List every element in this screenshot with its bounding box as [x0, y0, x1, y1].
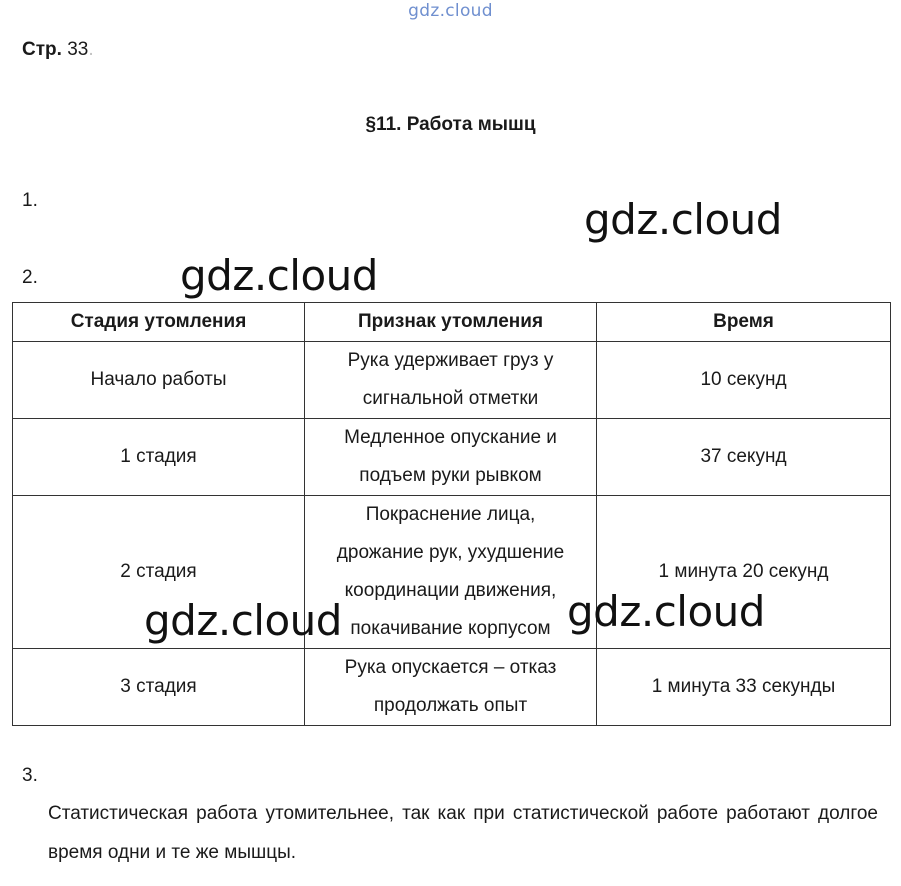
sign-line: Медленное опускание и: [344, 427, 557, 448]
question-3-number: 3.: [22, 765, 38, 786]
watermark-1: gdz.cloud: [584, 195, 782, 244]
watermark-3: gdz.cloud: [144, 596, 342, 645]
sign-line: подъем руки рывком: [359, 465, 542, 486]
header-stage: Стадия утомления: [13, 303, 305, 342]
row-time: 1 минута 33 секунды: [597, 649, 891, 726]
answer-3-text: Статистическая работа утомительнее, так как при статистической работе работают долгое время одни и те же мышцы.: [48, 803, 878, 863]
row-time: 10 секунд: [597, 342, 891, 419]
table-row: [13, 342, 891, 419]
row-time: 1 минута 20 секунд: [597, 496, 891, 649]
row-time: 37 секунд: [597, 419, 891, 496]
sign-line: Рука удерживает груз у: [347, 350, 554, 371]
page-value: 33: [67, 39, 89, 60]
section-title: §11. Работа мышц: [365, 114, 536, 135]
page-dot: .: [88, 39, 94, 60]
sign-line: дрожание рук, ухудшение: [336, 542, 565, 563]
question-2-number: 2.: [22, 267, 38, 288]
sign-line: координации движения,: [344, 580, 557, 601]
sign-line: сигнальной отметки: [362, 388, 539, 409]
page-label: Стр.: [22, 39, 62, 60]
row-stage: 2 стадия: [13, 496, 305, 649]
row-stage: 3 стадия: [13, 649, 305, 726]
sign-line: Покраснение лица,: [365, 504, 536, 525]
row-sign: [305, 496, 597, 649]
header-sign: Признак утомления: [305, 303, 597, 342]
page-number: [22, 38, 94, 62]
table-row: [13, 649, 891, 726]
sign-line: Рука опускается – отказ: [344, 657, 557, 678]
watermark-2: gdz.cloud: [180, 251, 378, 300]
table-row: [13, 419, 891, 496]
watermark-4: gdz.cloud: [567, 587, 765, 636]
row-stage: Начало работы: [13, 342, 305, 419]
table-header-row: [13, 303, 891, 342]
question-1-number: 1.: [22, 190, 38, 211]
sign-line: покачивание корпусом: [350, 618, 551, 639]
watermark-top: gdz.cloud: [408, 1, 493, 21]
sign-line: продолжать опыт: [373, 695, 528, 716]
fatigue-table: [12, 302, 891, 726]
row-sign: [305, 419, 597, 496]
row-sign: [305, 649, 597, 726]
header-time: Время: [597, 303, 891, 342]
row-sign: [305, 342, 597, 419]
row-stage: 1 стадия: [13, 419, 305, 496]
